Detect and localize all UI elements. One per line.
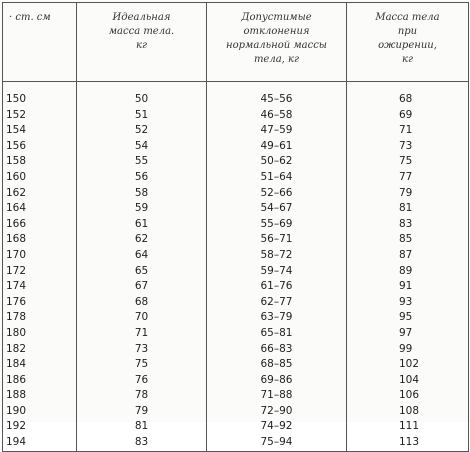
cell-obesity-weight: 111 (347, 419, 469, 435)
table-row (3, 279, 469, 295)
cell-obesity-weight: 83 (347, 217, 469, 233)
cell-height: 178 (3, 310, 77, 326)
cell-height: 166 (3, 217, 77, 233)
cell-normal-range: 68–85 (207, 357, 347, 373)
cell-obesity-weight: 69 (347, 108, 469, 124)
cell-ideal-weight: 50 (77, 92, 207, 108)
cell-height: 168 (3, 232, 77, 248)
header-line: при (397, 26, 418, 37)
table-row (3, 248, 469, 264)
cell-ideal-weight: 61 (77, 217, 207, 233)
cell-height: 162 (3, 186, 77, 202)
cell-ideal-weight: 71 (77, 326, 207, 342)
cell-height: 158 (3, 154, 77, 170)
table-row (3, 201, 469, 217)
table-row (3, 264, 469, 280)
cell-ideal-weight: 81 (77, 419, 207, 435)
cell-height: 164 (3, 201, 77, 217)
cell-obesity-weight: 108 (347, 404, 469, 420)
cell-obesity-weight: 106 (347, 388, 469, 404)
header-line: масса тела. (108, 26, 175, 37)
cell-ideal-weight: 54 (77, 139, 207, 155)
cell-ideal-weight: 56 (77, 170, 207, 186)
cell-height: 176 (3, 295, 77, 311)
header-line: Масса тела (375, 12, 440, 23)
header-line: · ст. см (9, 12, 51, 23)
table-row (3, 186, 469, 202)
header-height (3, 3, 77, 82)
table-row (3, 154, 469, 170)
cell-height: 156 (3, 139, 77, 155)
cell-height: 174 (3, 279, 77, 295)
cell-ideal-weight: 70 (77, 310, 207, 326)
cell-ideal-weight: 75 (77, 357, 207, 373)
cell-ideal-weight: 65 (77, 264, 207, 280)
table-row (3, 139, 469, 155)
cell-ideal-weight: 62 (77, 232, 207, 248)
table-body (3, 82, 469, 452)
cell-ideal-weight: 79 (77, 404, 207, 420)
cell-obesity-weight: 113 (347, 435, 469, 452)
header-line: кг (135, 40, 148, 51)
cell-normal-range: 61–76 (207, 279, 347, 295)
header-line: ожирении, (378, 40, 437, 51)
cell-normal-range: 65–81 (207, 326, 347, 342)
cell-ideal-weight: 78 (77, 388, 207, 404)
cell-ideal-weight: 76 (77, 373, 207, 389)
header-line: кг (401, 54, 414, 65)
cell-height: 154 (3, 123, 77, 139)
cell-ideal-weight: 51 (77, 108, 207, 124)
cell-ideal-weight: 83 (77, 435, 207, 452)
cell-height: 180 (3, 326, 77, 342)
table-row (3, 310, 469, 326)
cell-obesity-weight: 77 (347, 170, 469, 186)
cell-normal-range: 51–64 (207, 170, 347, 186)
cell-normal-range: 59–74 (207, 264, 347, 280)
cell-ideal-weight: 55 (77, 154, 207, 170)
cell-normal-range: 55–69 (207, 217, 347, 233)
cell-height: 184 (3, 357, 77, 373)
cell-height: 186 (3, 373, 77, 389)
header-line: Допустимые (241, 12, 312, 23)
header-obesity-weight (347, 3, 469, 82)
spacer-row (3, 82, 469, 93)
cell-normal-range: 72–90 (207, 404, 347, 420)
cell-obesity-weight: 79 (347, 186, 469, 202)
table-row (3, 326, 469, 342)
cell-height: 182 (3, 342, 77, 358)
header-ideal-weight (77, 3, 207, 82)
cell-height: 172 (3, 264, 77, 280)
table-row (3, 357, 469, 373)
cell-ideal-weight: 58 (77, 186, 207, 202)
cell-height: 194 (3, 435, 77, 452)
cell-normal-range: 50–62 (207, 154, 347, 170)
cell-normal-range: 47–59 (207, 123, 347, 139)
table-row (3, 435, 469, 452)
table-row (3, 404, 469, 420)
table-row (3, 170, 469, 186)
cell-obesity-weight: 87 (347, 248, 469, 264)
cell-obesity-weight: 104 (347, 373, 469, 389)
table-row (3, 373, 469, 389)
cell-height: 190 (3, 404, 77, 420)
cell-obesity-weight: 89 (347, 264, 469, 280)
cell-normal-range: 69–86 (207, 373, 347, 389)
table-row (3, 342, 469, 358)
cell-normal-range: 62–77 (207, 295, 347, 311)
header-line: Идеальная (112, 12, 171, 23)
cell-normal-range: 54–67 (207, 201, 347, 217)
cell-height: 152 (3, 108, 77, 124)
header-line: отклонения (243, 26, 310, 37)
cell-obesity-weight: 73 (347, 139, 469, 155)
header-row (3, 3, 469, 82)
cell-obesity-weight: 68 (347, 92, 469, 108)
cell-obesity-weight: 75 (347, 154, 469, 170)
cell-normal-range: 49–61 (207, 139, 347, 155)
cell-normal-range: 45–56 (207, 92, 347, 108)
cell-normal-range: 63–79 (207, 310, 347, 326)
cell-ideal-weight: 64 (77, 248, 207, 264)
table-row (3, 388, 469, 404)
cell-normal-range: 46–58 (207, 108, 347, 124)
cell-ideal-weight: 59 (77, 201, 207, 217)
header-normal-range (207, 3, 347, 82)
cell-ideal-weight: 67 (77, 279, 207, 295)
cell-normal-range: 58–72 (207, 248, 347, 264)
table-row (3, 295, 469, 311)
weight-table (2, 2, 469, 452)
cell-normal-range: 66–83 (207, 342, 347, 358)
table-row (3, 217, 469, 233)
table-row (3, 123, 469, 139)
cell-height: 160 (3, 170, 77, 186)
cell-obesity-weight: 81 (347, 201, 469, 217)
cell-ideal-weight: 52 (77, 123, 207, 139)
cell-obesity-weight: 102 (347, 357, 469, 373)
cell-obesity-weight: 99 (347, 342, 469, 358)
cell-obesity-weight: 97 (347, 326, 469, 342)
cell-ideal-weight: 73 (77, 342, 207, 358)
cell-normal-range: 52–66 (207, 186, 347, 202)
cell-normal-range: 56–71 (207, 232, 347, 248)
cell-obesity-weight: 93 (347, 295, 469, 311)
table-row (3, 108, 469, 124)
cell-obesity-weight: 95 (347, 310, 469, 326)
cell-obesity-weight: 85 (347, 232, 469, 248)
cell-height: 188 (3, 388, 77, 404)
cell-height: 192 (3, 419, 77, 435)
cell-obesity-weight: 91 (347, 279, 469, 295)
header-line: нормальной массы (226, 40, 327, 51)
header-line: тела, кг (253, 54, 300, 65)
cell-normal-range: 71–88 (207, 388, 347, 404)
table-row (3, 232, 469, 248)
table-row (3, 92, 469, 108)
cell-normal-range: 75–94 (207, 435, 347, 452)
cell-obesity-weight: 71 (347, 123, 469, 139)
cell-ideal-weight: 68 (77, 295, 207, 311)
cell-height: 150 (3, 92, 77, 108)
cell-height: 170 (3, 248, 77, 264)
cell-normal-range: 74–92 (207, 419, 347, 435)
